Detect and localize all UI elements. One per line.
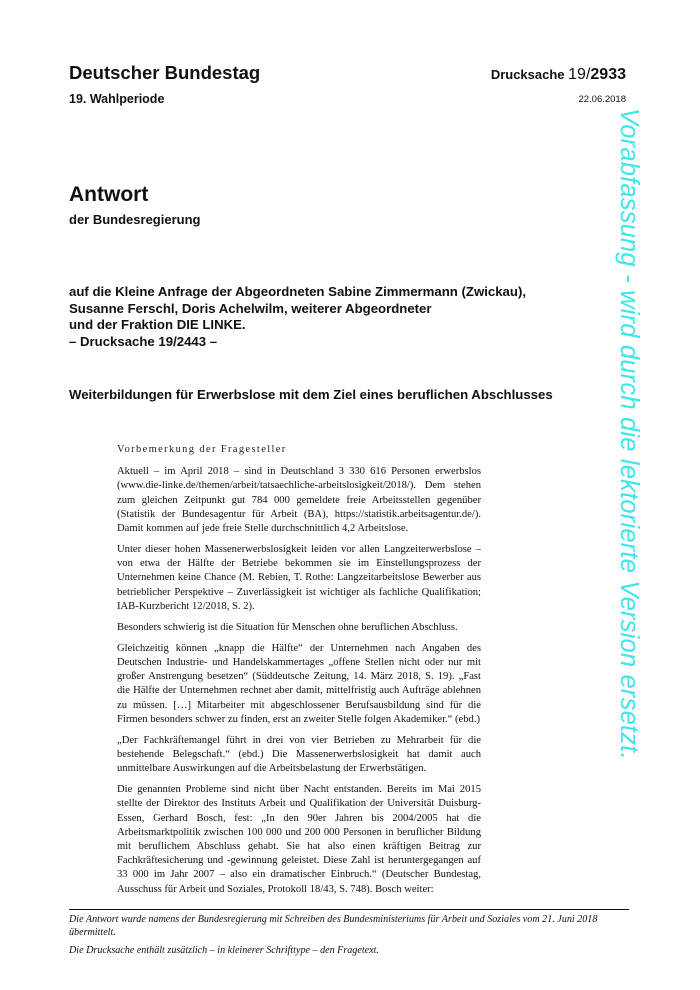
body-paragraph: Aktuell – im April 2018 – sind in Deutschland 3 330 616 Personen erwerbslos (www.die-linke.de/themen/arbeit/tatsaechliche-arbeitslosigkeit/2018/). Dem stehen zum gleichen Zeitpunkt gut 784 000 gemeldete freie Arbeitsstellen gegenüber (Statistik der Bundesagentur für Arbeit (BA), https://statistik.arbeitsagentur.de/). Damit kommen auf jede freie Stelle durchschnittlich 4,2 Arbeitslose. — [117, 466, 481, 535]
footer-note: Die Drucksache enthält zusätzlich – in kleinerer Schrifttype – den Fragetext. — [69, 945, 379, 956]
footer-notes — [69, 913, 629, 962]
body-paragraph: „Der Fachkräftemangel führt in drei von vier Betrieben zu Mehrarbeit für die bestehende Belegschaft.“ (ebd.) Die Massenerwerbslosigkeit hat damit auch unmittelbare Auswirkungen auf die Arbeitsbelastung der Erwerbstätigen. — [117, 734, 481, 775]
body-paragraph: Unter dieser hohen Massenerwerbslosigkeit leiden vor allen Langzeiterwerbslose – von etwa der Hälfte der Betriebe bekommen sie im Einstellungsprozess der Unternehmen keine Chance (M. Rebien, T. Rothe: Langzeitarbeitslose Bewerber aus betrieblicher Perspektive – Zuverlässigkeit ist wichtiger als fachliche Qualifikation; IAB-Kurzbericht 12/2018, S. 2). — [117, 544, 481, 612]
body-paragraph: Die genannten Probleme sind nicht über Nacht entstanden. Bereits im Mai 2015 stellte der Direktor des Instituts Arbeit und Qualifikation der Universität Duisburg-Essen, Gerhard Bosch, fest: „In den 90er Jahren bis 2004/2005 hat die Arbeitsmarktpolitik zwischen 100 000 und 200 000 Personen in beruflicher Bildung mit beruflichem Abschluss gehabt. Sie hat also einen kräftigen Beitrag zur Fachkräftesicherung und -gewinnung geleistet. Diese Zahl ist heruntergegangen auf 33 000 im Jahr 2007 – also ein dramatischer Einbruch.“ (Deutscher Bundestag, Ausschuss für Arbeit und Soziales, Protokoll 18/43, S. 748). Bosch weiter: — [117, 784, 481, 895]
draft-watermark: Vorabfassung - wird durch die lektorierte Version ersetzt. — [615, 108, 643, 760]
drucksache-label: Drucksache — [490, 67, 565, 82]
footer-note: Die Antwort wurde namens der Bundesregierung mit Schreiben des Bundesministeriums für Arbeit und Soziales vom 21. Juni 2018 übermittelt. — [69, 914, 598, 938]
request-line: – Drucksache 19/2443 – — [69, 333, 218, 349]
document-topic: Weiterbildungen für Erwerbslose mit dem Ziel eines beruflichen Abschlusses — [69, 387, 553, 402]
electoral-period: 19. Wahlperiode — [69, 92, 165, 106]
request-line: und der Fraktion DIE LINKE. — [69, 317, 246, 332]
document-date: 22.06.2018 — [578, 94, 626, 105]
request-line: Susanne Ferschl, Doris Achelwilm, weiterer Abgeordneter — [69, 300, 432, 316]
footer-divider — [69, 909, 629, 910]
document-title: Antwort — [69, 183, 149, 206]
request-line: auf die Kleine Anfrage der Abgeordneten Sabine Zimmermann (Zwickau), — [69, 284, 527, 299]
request-block — [69, 284, 589, 350]
body-paragraph: Gleichzeitig können „knapp die Hälfte“ der Unternehmen nach Angaben des Deutschen Industrie- und Handelskammertages „offene Stellen nicht oder nur mit großer Anstrengung besetzen“ (Süddeutsche Zeitung, 14. März 2018, S. 19). „Fast die Hälfte der Unternehmen rechnet aber damit, mittelfristig auch Aufträge ablehnen zu müssen. […] Mitarbeiter mit abgeschlossener Berufsausbildung sind für die Firmen besonders schwer zu finden, erst an zweiter Stelle folgen Akademiker.“ (ebd.) — [117, 642, 481, 725]
body-paragraph: Besonders schwierig ist die Situation für Menschen ohne beruflichen Abschluss. — [117, 621, 458, 633]
body-text — [117, 443, 481, 904]
section-heading: Vorbemerkung der Fragesteller — [117, 444, 287, 455]
drucksache-number — [491, 66, 626, 84]
drucksache-id: 19/2933 — [568, 66, 626, 83]
institution-title: Deutscher Bundestag — [69, 62, 261, 83]
document-subtitle: der Bundesregierung — [69, 212, 201, 227]
